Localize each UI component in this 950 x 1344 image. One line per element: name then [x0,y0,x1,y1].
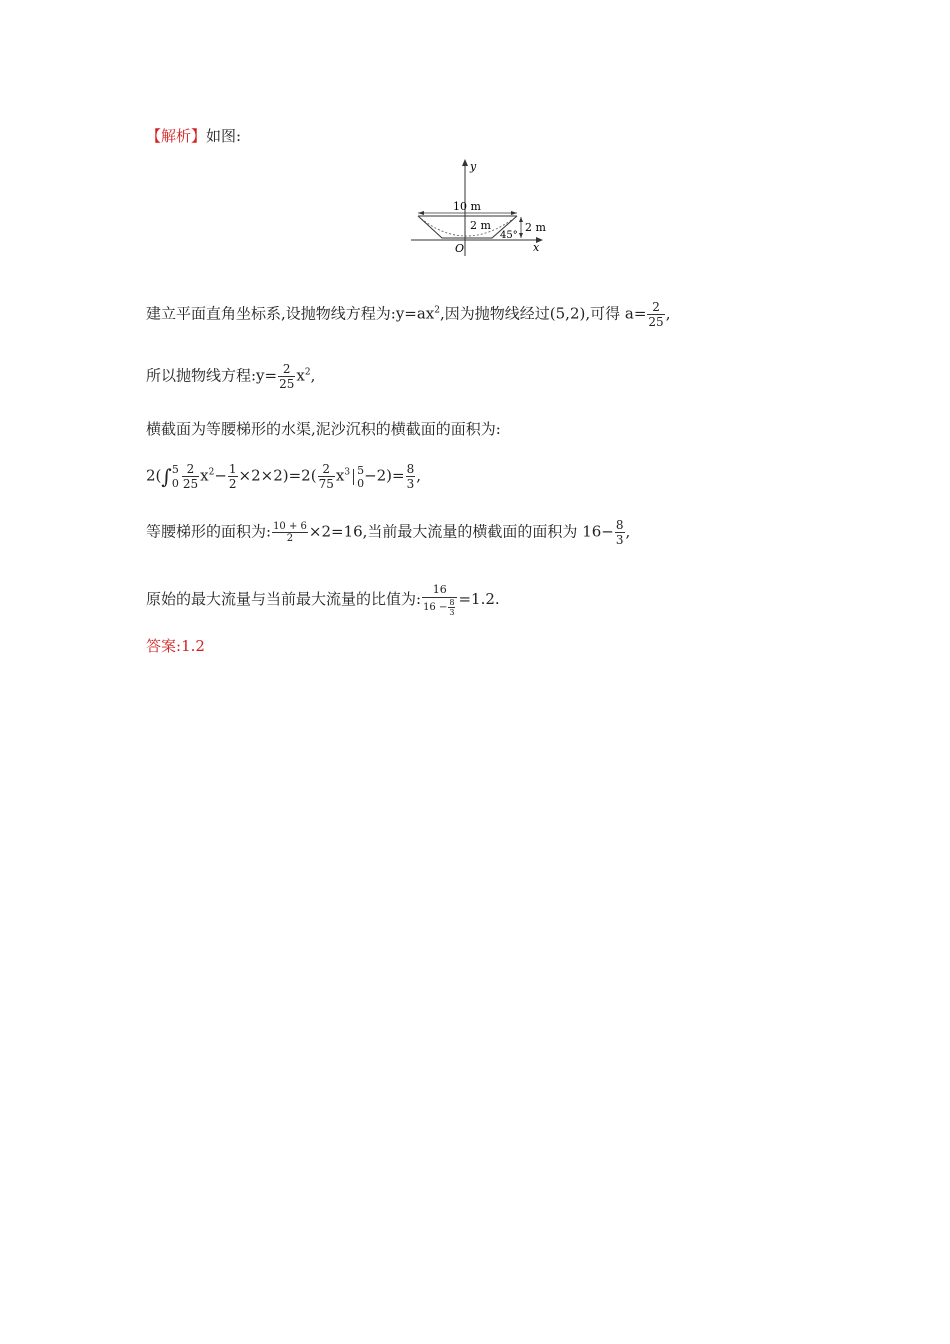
origin-label: O [455,242,465,255]
center-depth-label: 2 m [470,219,491,232]
line-coordinate-setup: 建立平面直角坐标系,设抛物线方程为$:y=ax^2$,因为抛物线经过(5,2),可得 a= $\frac{2}{25}$ , [146,300,671,329]
x-axis-label: x [533,241,540,254]
line-trapezoid-area: 等腰梯形的面积为: $\frac{10 + 6}{2}$ ×2=16,当前最大流量的横截面的面积为 16− $\frac{8}{3}$ , [146,518,631,547]
y-axis-label: y [470,160,477,173]
line-parabola-equation: 所以抛物线方程:y= $\frac{2}{25}$ $x^2$, [146,362,316,391]
answer-line [146,636,205,656]
fraction-a: $\frac{2}{25}$ [648,300,664,329]
top-width-label: 10 m [453,200,481,213]
integral-sign: ∫ [161,464,172,489]
answer-value: 1.2 [181,637,205,655]
angle-label: 45° [500,230,518,241]
evaluation-bar [353,469,354,485]
ratio-fraction: 16 16 − $\frac{8}{3}$ [422,583,457,617]
line-integral: 2(∫ 5 0 $\frac{2}{25}$ $x^2-$ $\frac{1}{2}$ ×2×2)=2( $\frac{2}{75}$ $x^3$ 5 0 −2)= $\frac{8}{3}$ , [146,462,422,491]
line-sediment-intro: 横截面为等腰梯形的水渠,泥沙沉积的横截面的面积为: [146,420,501,438]
fraction-coef: $\frac{2}{25}$ [279,362,295,391]
analysis-intro: 如图: [206,127,242,145]
analysis-heading [146,126,241,146]
answer-label: 答案: [146,637,182,655]
channel-diagram [405,158,550,258]
integral-limits: 5 0 [171,462,179,490]
side-depth-label: 2 m [525,221,546,234]
evaluation-limits: 5 0 [357,463,365,490]
line-flow-ratio: 原始的最大流量与当前最大流量的比值为: 16 16 − $\frac{8}{3}$ =1.2. [146,583,500,617]
analysis-label: 【解析】 [146,127,207,145]
